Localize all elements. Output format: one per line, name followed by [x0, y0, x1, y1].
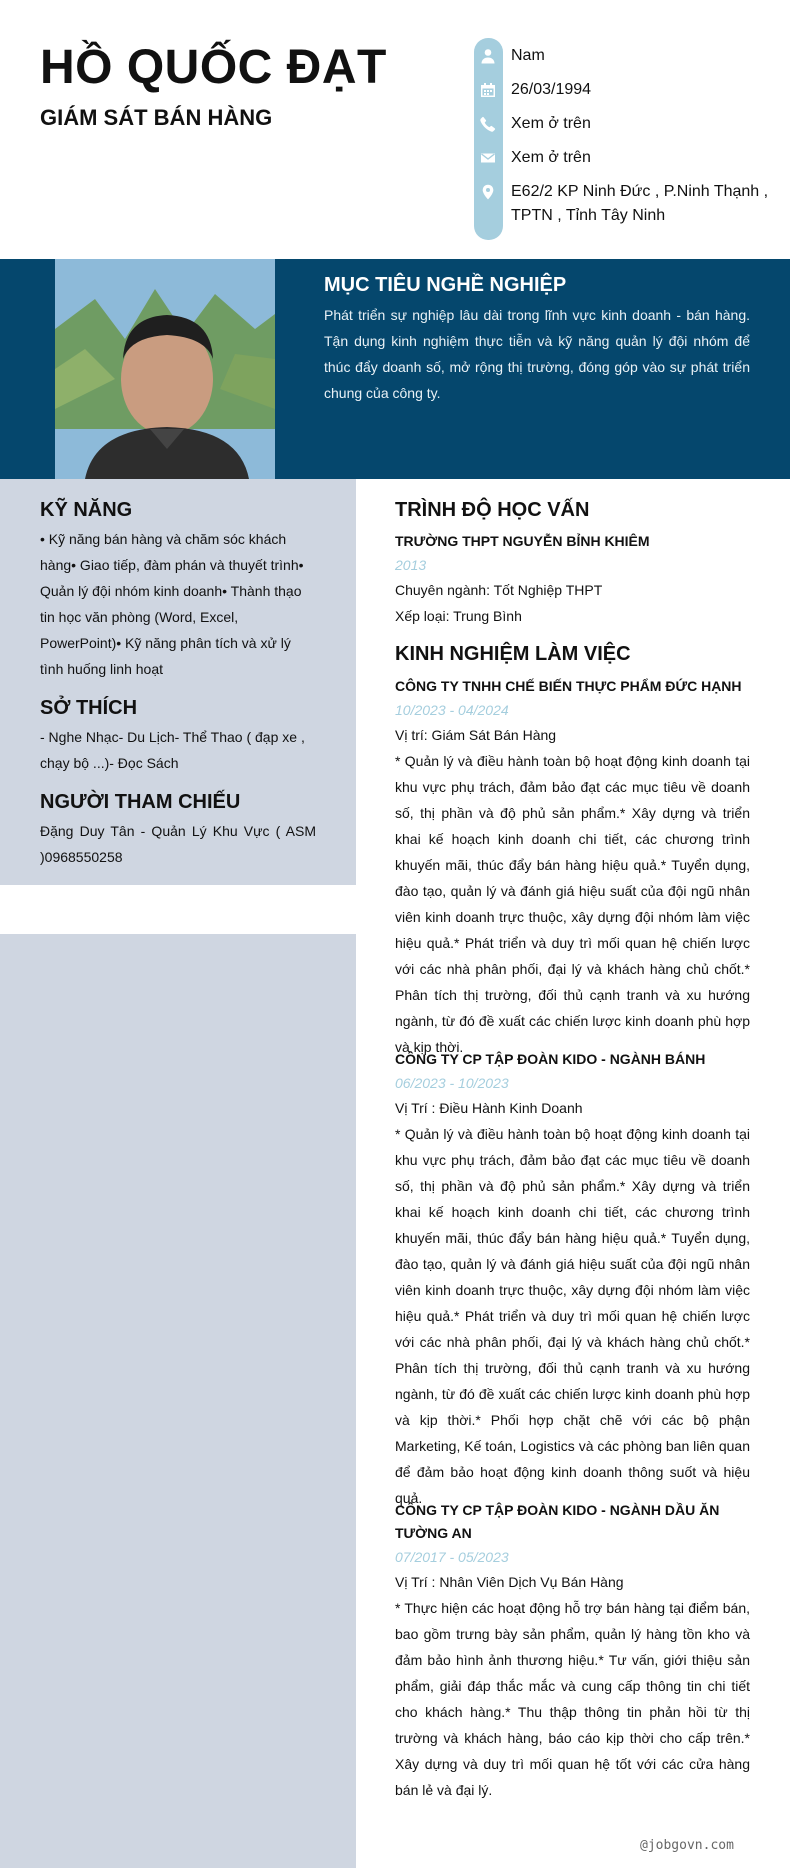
hobbies-title: SỞ THÍCH — [40, 697, 138, 719]
education-major: Chuyên ngành: Tốt Nghiệp THPT — [395, 582, 603, 598]
candidate-role: GIÁM SÁT BÁN HÀNG — [40, 105, 273, 130]
job-description: * Quản lý và điều hành toàn bộ hoạt động kinh doanh tại khu vực phụ trách, đảm bảo đạt các mục tiêu về doanh số, thị phần và độ phủ sản phẩm.* Xây dựng và triển khai kế hoạch kinh doanh chi tiết, các chương trình khuyến mãi, thúc đẩy bán hàng hiệu quả.* Tuyển dụng, đào tạo, quản lý và đánh giá hiệu suất của đội ngũ nhân viên kinh doanh trực thuộc, xây dựng đội nhóm làm việc hiệu quả.* Phát triển và duy trì mối quan hệ chiến lược với các nhà phân phối, đại lý và khách hàng chủ chốt.* Phân tích thị trường, đối thủ cạnh tranh và xu hướng ngành, từ đó đề xuất các chiến lược kinh doanh phù hợp và kịp thời. — [395, 753, 750, 1055]
job-position: Vị trí: Giám Sát Bán Hàng — [395, 727, 557, 743]
hobbies-text: - Nghe Nhạc- Du Lịch- Thể Thao ( đạp xe , chạy bộ ...)- Đọc Sách — [40, 729, 305, 771]
references-title: NGƯỜI THAM CHIẾU — [40, 791, 241, 813]
education-year: 2013 — [395, 557, 427, 573]
job-company: CÔNG TY CP TẬP ĐOÀN KIDO - NGÀNH BÁNH — [395, 1051, 706, 1067]
job-description: * Thực hiện các hoạt động hỗ trợ bán hàng tại điểm bán, bao gồm trưng bày sản phẩm, quản lý hàng tồn kho và đảm bảo hình ảnh thương hiệu.* Tư vấn, giới thiệu sản phẩm, giải đáp thắc mắc và cung cấp thông tin chi tiết cho khách hàng.* Thu thập thông tin phản hồi từ thị trường và khách hàng, báo cáo kịp thời cho cấp trên.* Xây dựng và duy trì mối quan hệ tốt với các cửa hàng bán lẻ và đại lý. — [395, 1600, 750, 1798]
person-icon — [479, 47, 497, 65]
objective-text: Phát triển sự nghiệp lâu dài trong lĩnh vực kinh doanh - bán hàng. Tận dụng kinh nghiệm thực tiễn và kỹ năng quản lý đội nhóm để thúc đẩy doanh số, mở rộng thị trường, đóng góp vào sự phát triển chung của công ty. — [324, 307, 750, 401]
education-school: TRƯỜNG THPT NGUYỄN BỈNH KHIÊM — [395, 533, 650, 549]
calendar-icon — [479, 81, 497, 99]
location-icon — [479, 183, 497, 201]
skills-text: • Kỹ năng bán hàng và chăm sóc khách hàng• Giao tiếp, đàm phán và thuyết trình• Quản lý đội nhóm kinh doanh• Thành thạo tin học văn phòng (Word, Excel, PowerPoint)• Kỹ năng phân tích và xử lý tình huống linh hoạt — [40, 531, 304, 677]
contact-phone: Xem ở trên — [511, 115, 591, 132]
sidebar-panel-lower — [0, 934, 356, 1868]
job-period: 07/2017 - 05/2023 — [395, 1549, 509, 1565]
phone-icon — [479, 115, 497, 133]
job-position: Vị Trí : Điều Hành Kinh Doanh — [395, 1100, 583, 1116]
candidate-name: HỒ QUỐC ĐẠT — [40, 41, 387, 94]
objective-title: MỤC TIÊU NGHỀ NGHIỆP — [324, 274, 567, 296]
mail-icon — [479, 149, 497, 167]
job-position: Vị Trí : Nhân Viên Dịch Vụ Bán Hàng — [395, 1574, 624, 1590]
education-rank: Xếp loại: Trung Bình — [395, 608, 522, 624]
contact-address: E62/2 KP Ninh Đức , P.Ninh Thạnh , TPTN , Tỉnh Tây Ninh — [511, 183, 769, 224]
job-period: 06/2023 - 10/2023 — [395, 1075, 509, 1091]
experience-title: KINH NGHIỆM LÀM VIỆC — [395, 643, 631, 665]
footer-watermark: @jobgovn.com — [640, 1838, 734, 1853]
contact-birthdate: 26/03/1994 — [511, 81, 592, 98]
education-title: TRÌNH ĐỘ HỌC VẤN — [395, 499, 590, 521]
contact-gender: Nam — [511, 47, 545, 64]
job-company: CÔNG TY TNHH CHẾ BIẾN THỰC PHẨM ĐỨC HẠNH — [395, 678, 742, 694]
job-period: 10/2023 - 04/2024 — [395, 702, 509, 718]
references-text: Đặng Duy Tân - Quản Lý Khu Vực ( ASM )0968550258 — [40, 823, 316, 865]
skills-title: KỸ NĂNG — [40, 499, 133, 521]
contact-bar — [474, 38, 503, 240]
contact-email: Xem ở trên — [511, 149, 591, 166]
job-description: * Quản lý và điều hành toàn bộ hoạt động kinh doanh tại khu vực phụ trách, đảm bảo đạt các mục tiêu về doanh số, thị phần và độ phủ sản phẩm.* Xây dựng và triển khai kế hoạch kinh doanh chi tiết, các chương trình khuyến mãi, thúc đẩy bán hàng hiệu quả.* Tuyển dụng, đào tạo, quản lý và đánh giá hiệu suất của đội ngũ nhân viên kinh doanh trực thuộc, xây dựng đội nhóm làm việc hiệu quả.* Phát triển và duy trì mối quan hệ chiến lược với các nhà phân phối, đại lý và khách hàng chủ chốt.* Phân tích thị trường, đối thủ cạnh tranh và xu hướng ngành, từ đó đề xuất các chiến lược kinh doanh phù hợp và kịp thời.* Phối hợp chặt chẽ với các bộ phận Marketing, Kế toán, Logistics và các phòng ban liên quan để đảm bảo hoạt động kinh doanh thông suốt và hiệu quả. — [395, 1126, 750, 1506]
job-company: CÔNG TY CP TẬP ĐOÀN KIDO - NGÀNH DẦU ĂN TƯỜNG AN — [395, 1502, 720, 1541]
profile-photo — [55, 259, 275, 479]
